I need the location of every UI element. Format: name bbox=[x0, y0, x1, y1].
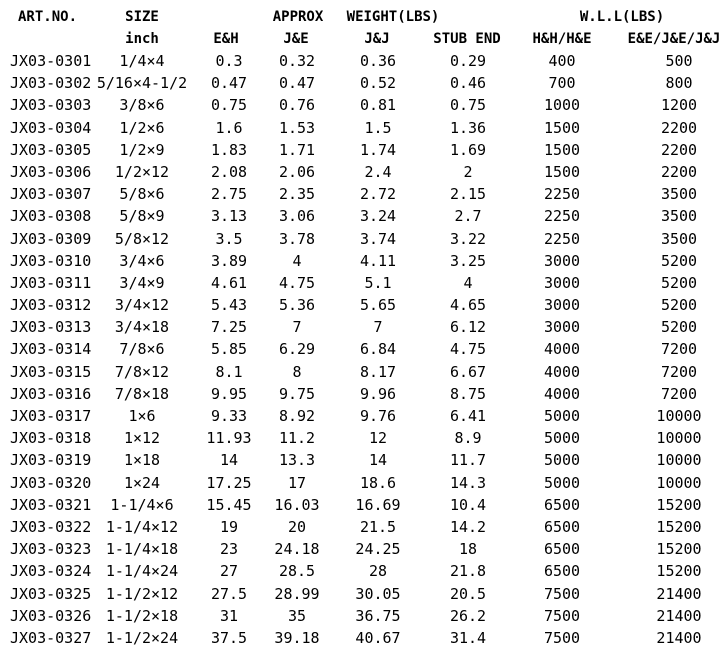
cell-jj: 9.76 bbox=[359, 407, 397, 425]
cell-hh-he: 3000 bbox=[543, 296, 581, 315]
cell-eh: 27.5 bbox=[210, 584, 248, 603]
header-eh: E&H bbox=[213, 31, 239, 47]
cell-eh: 3.5 bbox=[215, 229, 243, 248]
cell-je: 4.75 bbox=[278, 273, 316, 292]
cell-ee-je-jj: 15200 bbox=[656, 517, 702, 536]
cell-hh-he: 6500 bbox=[543, 517, 581, 536]
cell-eh: 9.95 bbox=[210, 384, 248, 403]
table-row bbox=[0, 338, 722, 360]
cell-eh: 0.3 bbox=[215, 52, 243, 70]
cell-art-no: JX03-0303 bbox=[10, 96, 92, 115]
cell-je: 3.78 bbox=[278, 229, 316, 248]
cell-stub-end: 2.15 bbox=[449, 185, 487, 204]
cell-ee-je-jj: 10000 bbox=[656, 407, 702, 425]
cell-art-no: JX03-0311 bbox=[10, 273, 92, 292]
cell-stub-end: 1.69 bbox=[449, 140, 487, 159]
cell-size: 3/4×6 bbox=[119, 251, 165, 270]
cell-art-no: JX03-0325 bbox=[10, 584, 92, 603]
cell-eh: 0.47 bbox=[210, 74, 248, 93]
cell-jj: 0.81 bbox=[359, 96, 397, 115]
cell-ee-je-jj: 7200 bbox=[660, 384, 698, 403]
cell-art-no: JX03-0310 bbox=[10, 251, 92, 270]
cell-jj: 1.5 bbox=[364, 118, 392, 137]
table-row bbox=[0, 538, 722, 560]
cell-art-no: JX03-0327 bbox=[10, 628, 92, 647]
cell-stub-end: 8.75 bbox=[449, 384, 487, 403]
cell-eh: 1.83 bbox=[210, 140, 248, 159]
cell-je: 8 bbox=[292, 362, 302, 381]
cell-stub-end: 21.8 bbox=[449, 562, 487, 581]
table-row bbox=[0, 228, 722, 250]
cell-stub-end: 3.25 bbox=[449, 251, 487, 270]
cell-hh-he: 1500 bbox=[543, 162, 581, 181]
cell-art-no: JX03-0306 bbox=[10, 162, 92, 181]
cell-jj: 5.1 bbox=[364, 273, 392, 292]
cell-art-no: JX03-0320 bbox=[10, 473, 92, 492]
header-size: SIZE bbox=[125, 9, 159, 25]
cell-hh-he: 2250 bbox=[543, 185, 581, 204]
cell-je: 5.36 bbox=[278, 296, 316, 315]
cell-stub-end: 3.22 bbox=[449, 229, 487, 248]
cell-eh: 8.1 bbox=[215, 362, 243, 381]
cell-stub-end: 26.2 bbox=[449, 606, 487, 625]
cell-size: 1-1/2×18 bbox=[105, 606, 179, 625]
cell-ee-je-jj: 7200 bbox=[660, 340, 698, 359]
cell-ee-je-jj: 5200 bbox=[660, 251, 698, 270]
cell-hh-he: 3000 bbox=[543, 251, 581, 270]
table-row bbox=[0, 427, 722, 449]
cell-je: 1.71 bbox=[278, 140, 316, 159]
cell-hh-he: 7500 bbox=[543, 606, 581, 625]
cell-art-no: JX03-0313 bbox=[10, 318, 92, 337]
cell-size: 1×6 bbox=[128, 407, 156, 425]
header-stub-end: STUB END bbox=[433, 31, 501, 47]
cell-ee-je-jj: 2200 bbox=[660, 118, 698, 137]
cell-size: 3/4×9 bbox=[119, 273, 165, 292]
cell-eh: 23 bbox=[219, 540, 239, 559]
cell-stub-end: 4.65 bbox=[449, 296, 487, 315]
cell-jj: 18.6 bbox=[359, 473, 397, 492]
cell-stub-end: 18 bbox=[458, 540, 478, 559]
cell-stub-end: 6.41 bbox=[449, 407, 487, 425]
cell-size: 1-1/4×6 bbox=[110, 495, 174, 514]
cell-size: 1/2×6 bbox=[119, 118, 165, 137]
cell-ee-je-jj: 21400 bbox=[656, 628, 702, 647]
cell-jj: 9.96 bbox=[359, 384, 397, 403]
cell-je: 0.47 bbox=[278, 74, 316, 93]
cell-stub-end: 2.7 bbox=[454, 207, 482, 226]
cell-jj: 36.75 bbox=[355, 606, 401, 625]
cell-je: 13.3 bbox=[278, 451, 316, 470]
cell-hh-he: 5000 bbox=[543, 451, 581, 470]
cell-je: 24.18 bbox=[274, 540, 320, 559]
table-row bbox=[0, 472, 722, 494]
cell-je: 4 bbox=[292, 251, 302, 270]
cell-eh: 17.25 bbox=[206, 473, 252, 492]
cell-eh: 15.45 bbox=[206, 495, 252, 514]
cell-je: 9.75 bbox=[278, 384, 316, 403]
table-row bbox=[0, 583, 722, 605]
cell-ee-je-jj: 5200 bbox=[660, 273, 698, 292]
cell-eh: 9.33 bbox=[210, 407, 248, 425]
cell-hh-he: 1500 bbox=[543, 140, 581, 159]
cell-je: 6.29 bbox=[278, 340, 316, 359]
cell-stub-end: 14.2 bbox=[449, 517, 487, 536]
cell-eh: 31 bbox=[219, 606, 239, 625]
table-row bbox=[0, 183, 722, 205]
cell-art-no: JX03-0307 bbox=[10, 185, 92, 204]
cell-eh: 5.85 bbox=[210, 340, 248, 359]
cell-size: 7/8×6 bbox=[119, 340, 165, 359]
cell-art-no: JX03-0305 bbox=[10, 140, 92, 159]
header-jj: J&J bbox=[364, 31, 390, 47]
cell-jj: 2.72 bbox=[359, 185, 397, 204]
cell-stub-end: 20.5 bbox=[449, 584, 487, 603]
cell-jj: 0.36 bbox=[359, 52, 397, 70]
cell-art-no: JX03-0315 bbox=[10, 362, 92, 381]
cell-eh: 2.75 bbox=[210, 185, 248, 204]
cell-jj: 30.05 bbox=[355, 584, 401, 603]
cell-ee-je-jj: 7200 bbox=[660, 362, 698, 381]
cell-stub-end: 4.75 bbox=[449, 340, 487, 359]
header-ee-je-jj: E&E/J&E/J&J bbox=[627, 31, 721, 47]
cell-jj: 16.69 bbox=[355, 495, 401, 514]
cell-je: 1.53 bbox=[278, 118, 316, 137]
cell-ee-je-jj: 2200 bbox=[660, 140, 698, 159]
cell-jj: 24.25 bbox=[355, 540, 401, 559]
cell-art-no: JX03-0317 bbox=[10, 407, 92, 425]
cell-ee-je-jj: 3500 bbox=[660, 229, 698, 248]
table-row bbox=[0, 139, 722, 161]
cell-art-no: JX03-0308 bbox=[10, 207, 92, 226]
cell-size: 1-1/2×24 bbox=[105, 628, 179, 647]
cell-size: 3/4×12 bbox=[114, 296, 170, 315]
cell-eh: 0.75 bbox=[210, 96, 248, 115]
cell-ee-je-jj: 21400 bbox=[656, 584, 702, 603]
cell-art-no: JX03-0301 bbox=[10, 52, 92, 70]
cell-size: 1×24 bbox=[123, 473, 161, 492]
cell-ee-je-jj: 15200 bbox=[656, 562, 702, 581]
cell-art-no: JX03-0319 bbox=[10, 451, 92, 470]
cell-size: 1-1/4×18 bbox=[105, 540, 179, 559]
cell-je: 17 bbox=[287, 473, 307, 492]
cell-size: 7/8×12 bbox=[114, 362, 170, 381]
header-je: J&E bbox=[283, 31, 309, 47]
cell-eh: 7.25 bbox=[210, 318, 248, 337]
cell-art-no: JX03-0324 bbox=[10, 562, 92, 581]
cell-size: 1-1/4×12 bbox=[105, 517, 179, 536]
cell-hh-he: 1000 bbox=[543, 96, 581, 115]
cell-ee-je-jj: 2200 bbox=[660, 162, 698, 181]
table-row bbox=[0, 316, 722, 338]
cell-jj: 8.17 bbox=[359, 362, 397, 381]
cell-eh: 3.89 bbox=[210, 251, 248, 270]
cell-je: 39.18 bbox=[274, 628, 320, 647]
table-row bbox=[0, 72, 722, 94]
cell-je: 2.06 bbox=[278, 162, 316, 181]
cell-art-no: JX03-0326 bbox=[10, 606, 92, 625]
cell-ee-je-jj: 500 bbox=[665, 52, 693, 70]
header-weight: WEIGHT(LBS) bbox=[346, 9, 440, 25]
cell-stub-end: 0.46 bbox=[449, 74, 487, 93]
table-row bbox=[0, 50, 722, 72]
cell-art-no: JX03-0322 bbox=[10, 517, 92, 536]
cell-jj: 28 bbox=[368, 562, 388, 581]
cell-hh-he: 6500 bbox=[543, 540, 581, 559]
cell-ee-je-jj: 10000 bbox=[656, 451, 702, 470]
cell-jj: 12 bbox=[368, 429, 388, 448]
cell-eh: 14 bbox=[219, 451, 239, 470]
cell-jj: 7 bbox=[373, 318, 383, 337]
cell-eh: 19 bbox=[219, 517, 239, 536]
cell-eh: 1.6 bbox=[215, 118, 243, 137]
cell-jj: 5.65 bbox=[359, 296, 397, 315]
table-row bbox=[0, 250, 722, 272]
cell-ee-je-jj: 10000 bbox=[656, 473, 702, 492]
cell-hh-he: 1500 bbox=[543, 118, 581, 137]
cell-hh-he: 6500 bbox=[543, 562, 581, 581]
cell-jj: 40.67 bbox=[355, 628, 401, 647]
cell-art-no: JX03-0316 bbox=[10, 384, 92, 403]
table-row bbox=[0, 294, 722, 316]
cell-hh-he: 5000 bbox=[543, 429, 581, 448]
cell-je: 11.2 bbox=[278, 429, 316, 448]
cell-stub-end: 31.4 bbox=[449, 628, 487, 647]
cell-size: 5/8×6 bbox=[119, 185, 165, 204]
cell-hh-he: 4000 bbox=[543, 362, 581, 381]
cell-ee-je-jj: 800 bbox=[665, 74, 693, 93]
cell-size: 3/4×18 bbox=[114, 318, 170, 337]
cell-art-no: JX03-0318 bbox=[10, 429, 92, 448]
table-row bbox=[0, 161, 722, 183]
cell-size: 1/4×4 bbox=[119, 52, 165, 70]
table-body bbox=[0, 50, 722, 649]
cell-ee-je-jj: 3500 bbox=[660, 185, 698, 204]
cell-art-no: JX03-0323 bbox=[10, 540, 92, 559]
cell-hh-he: 5000 bbox=[543, 407, 581, 425]
cell-stub-end: 2 bbox=[463, 162, 473, 181]
cell-size: 1-1/2×12 bbox=[105, 584, 179, 603]
table-row bbox=[0, 94, 722, 116]
cell-eh: 11.93 bbox=[206, 429, 252, 448]
cell-ee-je-jj: 15200 bbox=[656, 540, 702, 559]
cell-je: 20 bbox=[287, 517, 307, 536]
cell-art-no: JX03-0321 bbox=[10, 495, 92, 514]
table-row bbox=[0, 516, 722, 538]
header-approx: APPROX bbox=[272, 9, 324, 25]
cell-eh: 5.43 bbox=[210, 296, 248, 315]
table-row bbox=[0, 272, 722, 294]
cell-ee-je-jj: 5200 bbox=[660, 318, 698, 337]
cell-size: 1/2×9 bbox=[119, 140, 165, 159]
cell-hh-he: 3000 bbox=[543, 273, 581, 292]
cell-eh: 37.5 bbox=[210, 628, 248, 647]
cell-je: 7 bbox=[292, 318, 302, 337]
table-row bbox=[0, 117, 722, 139]
cell-hh-he: 6500 bbox=[543, 495, 581, 514]
header-size-unit: inch bbox=[125, 31, 159, 47]
cell-size: 1/2×12 bbox=[114, 162, 170, 181]
cell-hh-he: 2250 bbox=[543, 229, 581, 248]
cell-stub-end: 1.36 bbox=[449, 118, 487, 137]
cell-je: 3.06 bbox=[278, 207, 316, 226]
cell-je: 35 bbox=[287, 606, 307, 625]
cell-je: 16.03 bbox=[274, 495, 320, 514]
cell-eh: 27 bbox=[219, 562, 239, 581]
cell-eh: 3.13 bbox=[210, 207, 248, 226]
table-row bbox=[0, 627, 722, 649]
cell-eh: 4.61 bbox=[210, 273, 248, 292]
cell-size: 1×12 bbox=[123, 429, 161, 448]
cell-size: 1×18 bbox=[123, 451, 161, 470]
cell-ee-je-jj: 10000 bbox=[656, 429, 702, 448]
cell-ee-je-jj: 1200 bbox=[660, 96, 698, 115]
cell-hh-he: 2250 bbox=[543, 207, 581, 226]
table-row bbox=[0, 205, 722, 227]
table-row bbox=[0, 361, 722, 383]
cell-je: 0.32 bbox=[278, 52, 316, 70]
cell-hh-he: 7500 bbox=[543, 628, 581, 647]
cell-hh-he: 5000 bbox=[543, 473, 581, 492]
cell-je: 2.35 bbox=[278, 185, 316, 204]
cell-hh-he: 4000 bbox=[543, 340, 581, 359]
cell-stub-end: 4 bbox=[463, 273, 473, 292]
cell-jj: 2.4 bbox=[364, 162, 392, 181]
cell-art-no: JX03-0309 bbox=[10, 229, 92, 248]
cell-size: 3/8×6 bbox=[119, 96, 165, 115]
cell-stub-end: 14.3 bbox=[449, 473, 487, 492]
header-wll: W.L.L(LBS) bbox=[579, 9, 665, 25]
table-row bbox=[0, 494, 722, 516]
cell-ee-je-jj: 3500 bbox=[660, 207, 698, 226]
cell-hh-he: 3000 bbox=[543, 318, 581, 337]
cell-jj: 3.24 bbox=[359, 207, 397, 226]
cell-ee-je-jj: 21400 bbox=[656, 606, 702, 625]
cell-jj: 21.5 bbox=[359, 517, 397, 536]
cell-hh-he: 4000 bbox=[543, 384, 581, 403]
cell-jj: 3.74 bbox=[359, 229, 397, 248]
cell-ee-je-jj: 5200 bbox=[660, 296, 698, 315]
cell-je: 28.99 bbox=[274, 584, 320, 603]
cell-jj: 4.11 bbox=[359, 251, 397, 270]
cell-size: 7/8×18 bbox=[114, 384, 170, 403]
table-row bbox=[0, 405, 722, 427]
cell-ee-je-jj: 15200 bbox=[656, 495, 702, 514]
table-row bbox=[0, 383, 722, 405]
header-art-no: ART.NO. bbox=[18, 9, 78, 25]
cell-je: 28.5 bbox=[278, 562, 316, 581]
cell-art-no: JX03-0312 bbox=[10, 296, 92, 315]
cell-jj: 0.52 bbox=[359, 74, 397, 93]
cell-hh-he: 400 bbox=[548, 52, 576, 70]
cell-hh-he: 7500 bbox=[543, 584, 581, 603]
cell-size: 5/16×4-1/2 bbox=[96, 74, 188, 93]
header-hh-he: H&H/H&E bbox=[532, 31, 592, 47]
cell-jj: 1.74 bbox=[359, 140, 397, 159]
cell-stub-end: 8.9 bbox=[454, 429, 482, 448]
cell-je: 8.92 bbox=[278, 407, 316, 425]
cell-stub-end: 11.7 bbox=[449, 451, 487, 470]
cell-size: 5/8×12 bbox=[114, 229, 170, 248]
table-row bbox=[0, 449, 722, 471]
cell-art-no: JX03-0314 bbox=[10, 340, 92, 359]
cell-stub-end: 0.75 bbox=[449, 96, 487, 115]
cell-stub-end: 6.12 bbox=[449, 318, 487, 337]
cell-eh: 2.08 bbox=[210, 162, 248, 181]
table-row bbox=[0, 560, 722, 582]
table-row bbox=[0, 605, 722, 627]
cell-stub-end: 10.4 bbox=[449, 495, 487, 514]
cell-jj: 6.84 bbox=[359, 340, 397, 359]
cell-art-no: JX03-0302 bbox=[10, 74, 92, 93]
cell-stub-end: 0.29 bbox=[449, 52, 487, 70]
cell-size: 5/8×9 bbox=[119, 207, 165, 226]
cell-size: 1-1/4×24 bbox=[105, 562, 179, 581]
cell-stub-end: 6.67 bbox=[449, 362, 487, 381]
cell-hh-he: 700 bbox=[548, 74, 576, 93]
cell-jj: 14 bbox=[368, 451, 388, 470]
cell-je: 0.76 bbox=[278, 96, 316, 115]
cell-art-no: JX03-0304 bbox=[10, 118, 92, 137]
